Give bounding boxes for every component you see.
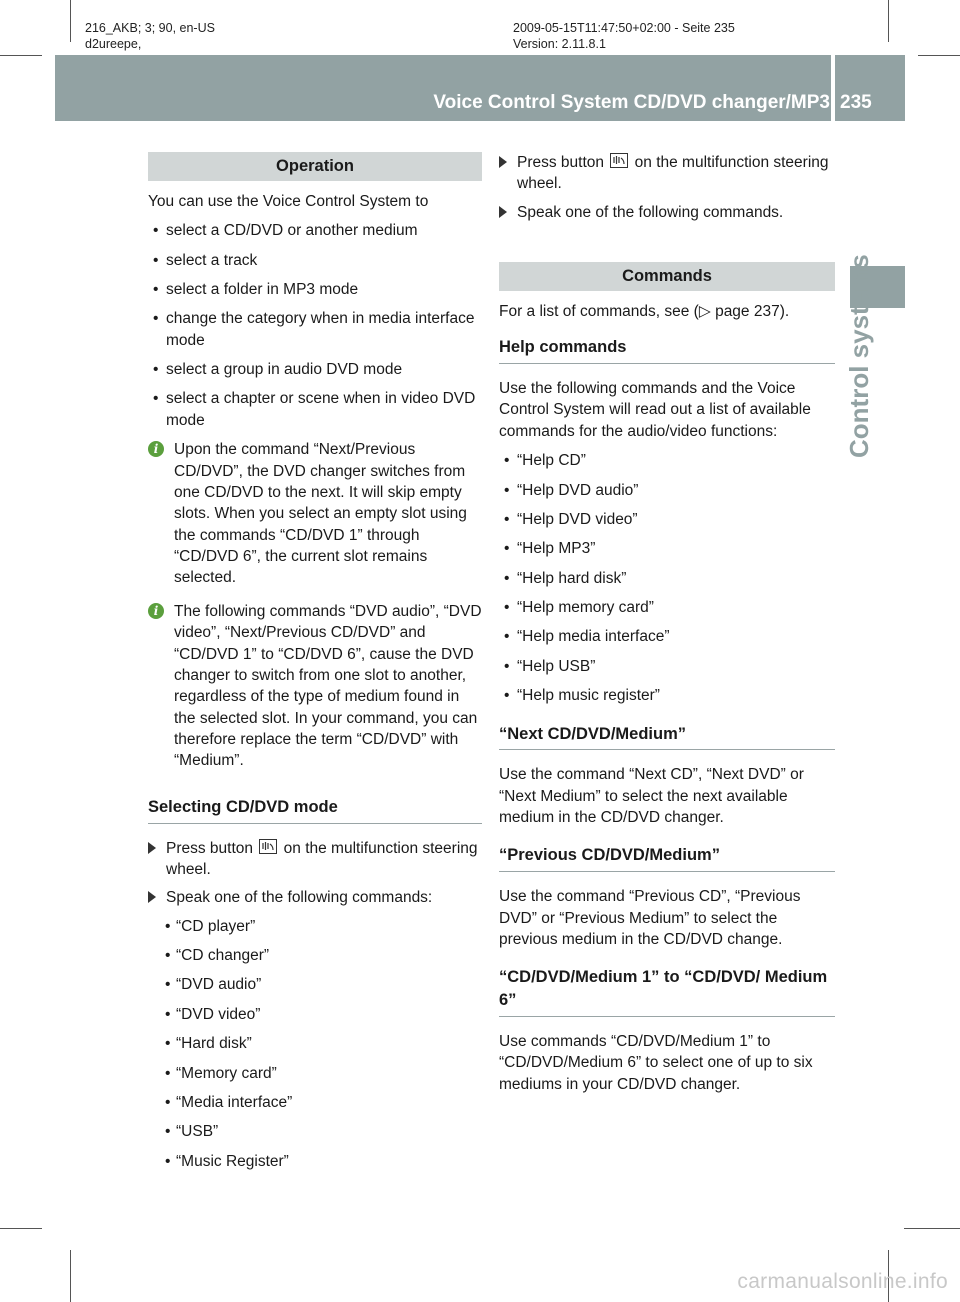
instruction-step — [148, 887, 482, 908]
print-meta-line: Version: 2.11.8.1 — [513, 37, 606, 51]
print-meta-right — [513, 20, 735, 52]
step-arrow-icon — [148, 891, 156, 903]
info-note — [148, 439, 482, 589]
voice-button-icon — [610, 153, 628, 168]
print-meta-line: 216_AKB; 3; 90, en-US — [85, 21, 215, 35]
commands-heading: Commands — [499, 262, 835, 291]
next-text: Use the command “Next CD”, “Next DVD” or “Next Medium” to select the next available medium in the CD/DVD changer. — [499, 766, 804, 827]
list-item: • “Help music register” — [499, 685, 835, 706]
step-arrow-icon — [499, 206, 507, 218]
step-arrow-icon — [499, 156, 507, 168]
step-text: on the multifunction steering wheel. — [517, 154, 829, 193]
info-icon: i — [148, 603, 164, 619]
list-item: • “Music Register” — [148, 1151, 482, 1172]
list-item: • select a track — [148, 250, 482, 271]
selecting-heading: Selecting CD/DVD mode — [148, 796, 482, 824]
list-item: • “Help DVD video” — [499, 509, 835, 530]
list-item: • change the category when in media interface mode — [148, 308, 482, 351]
list-item: • select a group in audio DVD mode — [148, 359, 482, 380]
help-text: Use the following commands and the Voice Control System will read out a list of available commands for the audio/video functions: — [499, 380, 811, 440]
operation-heading: Operation — [148, 152, 482, 181]
print-meta-line: 2009-05-15T11:47:50+02:00 - Seite 235 — [513, 21, 735, 35]
step-text: Speak one of the following commands: — [166, 889, 433, 907]
list-item: • “CD player” — [148, 916, 482, 937]
list-item: • “Help DVD audio” — [499, 480, 835, 501]
step-arrow-icon — [148, 842, 156, 854]
left-column — [148, 152, 482, 1180]
medium-text: Use commands “CD/DVD/Medium 1” to “CD/DVD/Medium 6” to select one of up to six mediums in your CD/DVD changer. — [499, 1032, 813, 1093]
command-list — [148, 916, 482, 1172]
previous-text: Use the command “Previous CD”, “Previous DVD” or “Previous Medium” to select the previous medium in the CD/DVD change. — [499, 888, 801, 948]
step-text: Speak one of the following commands. — [517, 203, 784, 221]
step-text: Press button — [517, 154, 605, 171]
crop-mark — [70, 0, 71, 42]
list-item: • select a folder in MP3 mode — [148, 279, 482, 300]
next-heading: “Next CD/DVD/Medium” — [499, 723, 835, 751]
operation-list — [148, 220, 482, 431]
info-note — [148, 601, 482, 772]
instruction-step — [499, 152, 835, 195]
list-item: • “Media interface” — [148, 1092, 482, 1113]
operation-intro: You can use the Voice Control System to — [148, 192, 429, 210]
crop-mark — [70, 1250, 71, 1302]
crop-mark — [0, 1228, 42, 1229]
instruction-step — [499, 202, 835, 223]
list-item: • “Help hard disk” — [499, 568, 835, 589]
list-item: • “USB” — [148, 1121, 482, 1142]
commands-text: For a list of commands, see (▷ page 237). — [499, 302, 790, 320]
list-item: • “Help memory card” — [499, 597, 835, 618]
list-item: • select a CD/DVD or another medium — [148, 220, 482, 241]
crop-mark — [0, 55, 42, 56]
previous-heading: “Previous CD/DVD/Medium” — [499, 844, 835, 872]
step-text: on the multifunction steering wheel. — [166, 839, 478, 878]
list-item: • “Help media interface” — [499, 626, 835, 647]
watermark: carmanualsonline.info — [737, 1270, 948, 1293]
help-list — [499, 450, 835, 706]
right-column — [499, 152, 835, 1103]
help-heading: Help commands — [499, 336, 835, 364]
list-item: • “Memory card” — [148, 1063, 482, 1084]
info-icon: i — [148, 441, 164, 457]
list-item: • “Help MP3” — [499, 538, 835, 559]
list-item: • select a chapter or scene when in video DVD mode — [148, 388, 482, 431]
list-item: • “DVD video” — [148, 1004, 482, 1025]
print-meta-left — [85, 20, 215, 52]
list-item: • “DVD audio” — [148, 974, 482, 995]
crop-mark — [918, 55, 960, 56]
instruction-step — [148, 838, 482, 881]
step-text: Press button — [166, 839, 254, 857]
list-item: • “Help USB” — [499, 656, 835, 677]
medium-heading: “CD/DVD/Medium 1” to “CD/DVD/ Medium 6” — [499, 966, 835, 1017]
list-item: • “Help CD” — [499, 450, 835, 471]
info-note-text: The following commands “DVD audio”, “DVD video”, “Next/Previous CD/DVD” and “CD/DVD 1” to “CD/DVD 6”, cause the DVD changer to switch from one slot to another, regardless of the type of medium found in the selected slot. In your command, you can therefore replace the term “CD/DVD” with “Medium”. — [174, 602, 482, 770]
voice-button-icon — [259, 839, 277, 854]
header-divider — [831, 55, 835, 121]
crop-mark — [888, 0, 889, 42]
info-note-text: Upon the command “Next/Previous CD/DVD”, the DVD changer switches from one CD/DVD to the next. It will skip empty slots. When you select an empty slot using the commands “CD/DVD 1” through “CD/DVD 6”, the current slot remains selected. — [174, 441, 467, 587]
crop-mark — [904, 1228, 960, 1229]
list-item: • “CD changer” — [148, 945, 482, 966]
print-meta-line: d2ureepe, — [85, 37, 142, 51]
page-number: 235 — [840, 92, 872, 113]
page-title: Voice Control System CD/DVD changer/MP3 — [433, 92, 830, 113]
list-item: • “Hard disk” — [148, 1033, 482, 1054]
side-tab-label: Control systems — [844, 254, 874, 458]
